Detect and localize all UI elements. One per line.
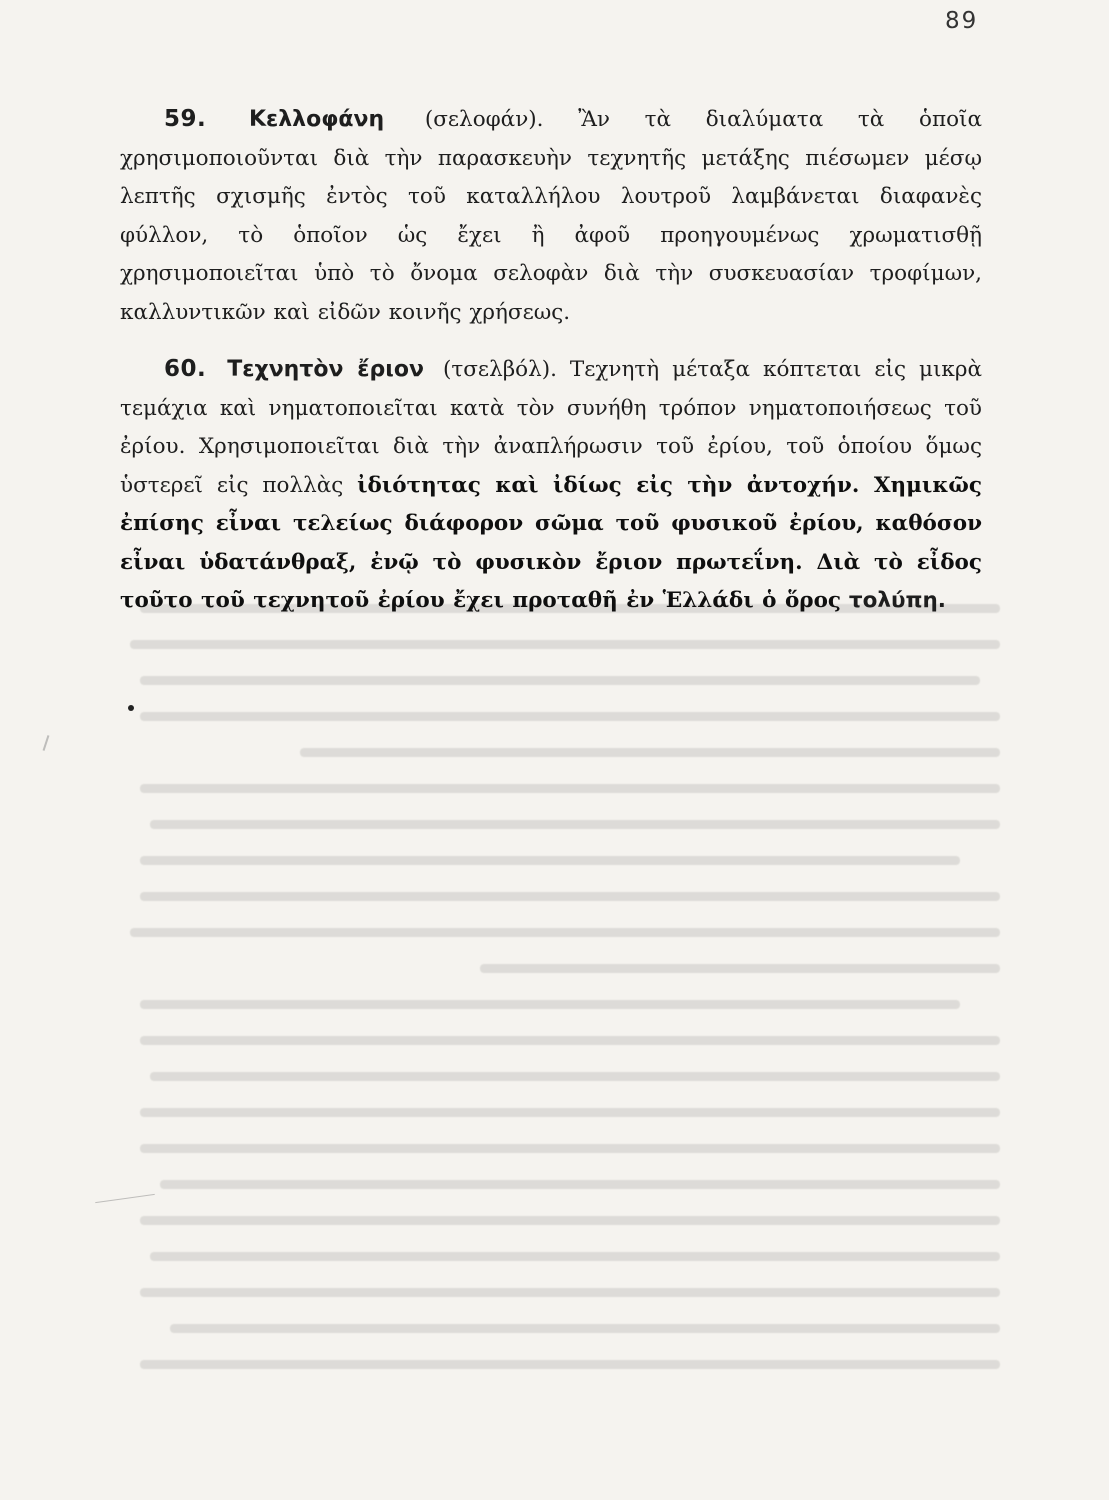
entry-body-part1: Τεχνητὴ μέταξα κόπτεται εἰς μικρὰ τεμάχια καὶ νηματοποιεῖται κατὰ τὸν συνήθη τρόπον νηματοποιήσεως τοῦ ἐρίου. Χρησιμοποιεῖται διὰ τὴν ἀναπλήρωσιν τοῦ ἐρίου, τοῦ ὁποίου ὅμως ὑστερεῖ εἰς πολλὰς	[120, 357, 982, 498]
bleed-stroke	[150, 820, 1000, 829]
bleed-stroke	[150, 1072, 1000, 1081]
bleed-stroke	[130, 640, 1000, 649]
ink-speck	[128, 705, 134, 711]
bleed-stroke	[140, 784, 1000, 793]
page-number: 89	[945, 8, 979, 34]
bleed-through-lines	[120, 590, 1000, 1410]
bleed-through-texture	[120, 590, 1000, 1410]
entry-59	[120, 100, 982, 332]
bleed-stroke	[140, 1144, 1000, 1153]
bleed-stroke	[140, 856, 960, 865]
entry-heading	[120, 357, 570, 382]
bleed-stroke	[170, 1324, 1000, 1333]
bleed-stroke	[140, 1108, 1000, 1117]
bleed-stroke	[140, 676, 980, 685]
bleed-stroke	[140, 1288, 1000, 1297]
bleed-stroke	[140, 892, 1000, 901]
entry-term: Κελλοφάνη	[248, 107, 385, 132]
bleed-stroke	[140, 1036, 1000, 1045]
bleed-stroke	[140, 1360, 1000, 1369]
entry-60	[120, 350, 982, 621]
bleed-stroke	[150, 1252, 1000, 1261]
entry-body: Ἂν τὰ διαλύματα τὰ ὁποῖα χρησιμοποιοῦνται διὰ τὴν παρασκευὴν τεχνητῆς μετάξης πιέσωμεν μέσῳ λεπτῆς σχισμῆς ἐντὸς τοῦ καταλλήλου λουτροῦ λαμβάνεται διαφανὲς φύλλον, τὸ ὁποῖον ὡς ἔχει ἢ ἀφοῦ προηγουμένως χρωματισθῇ χρησιμοποιεῖται ὑπὸ τὸ ὄνομα σελοφὰν διὰ τὴν συσκευασίαν τροφίμων, καλλυντικῶν καὶ εἰδῶν κοινῆς χρήσεως.	[120, 107, 982, 325]
entry-body-part2: ἰδιότητας καὶ ἰδίως εἰς τὴν ἀντοχήν. Χημικῶς ἐπίσης εἶναι τελείως διάφορον σῶμα τοῦ φυσικοῦ ἐρίου, καθόσον εἶναι ὑδατάνθραξ, ἐνῷ τὸ φυσικὸν ἔριον πρωτεΐνη. Διὰ τὸ εἶδος τοῦτο τοῦ τεχνητοῦ ἐρίου ἔχει προταθῆ ἐν Ἑλλάδι ὁ ὅρος	[120, 472, 982, 613]
bleed-stroke	[130, 928, 1000, 937]
bleed-stroke	[140, 712, 1000, 721]
bleed-stroke	[300, 748, 1000, 757]
entry-number: 59.	[164, 106, 207, 132]
margin-mark	[43, 735, 50, 751]
bleed-stroke	[160, 1180, 1000, 1189]
entry-heading	[120, 107, 578, 132]
bleed-stroke	[140, 1216, 1000, 1225]
bleed-stroke	[140, 1000, 960, 1009]
entry-number: 60.	[164, 356, 207, 382]
entry-term: Τεχνητὸν ἔριον	[227, 357, 424, 382]
proposed-term: τολύπη.	[848, 588, 946, 613]
entry-alt-term: (σελοφάν).	[424, 107, 544, 132]
bleed-stroke	[480, 964, 1000, 973]
entry-alt-term: (τσελβόλ).	[442, 357, 557, 382]
